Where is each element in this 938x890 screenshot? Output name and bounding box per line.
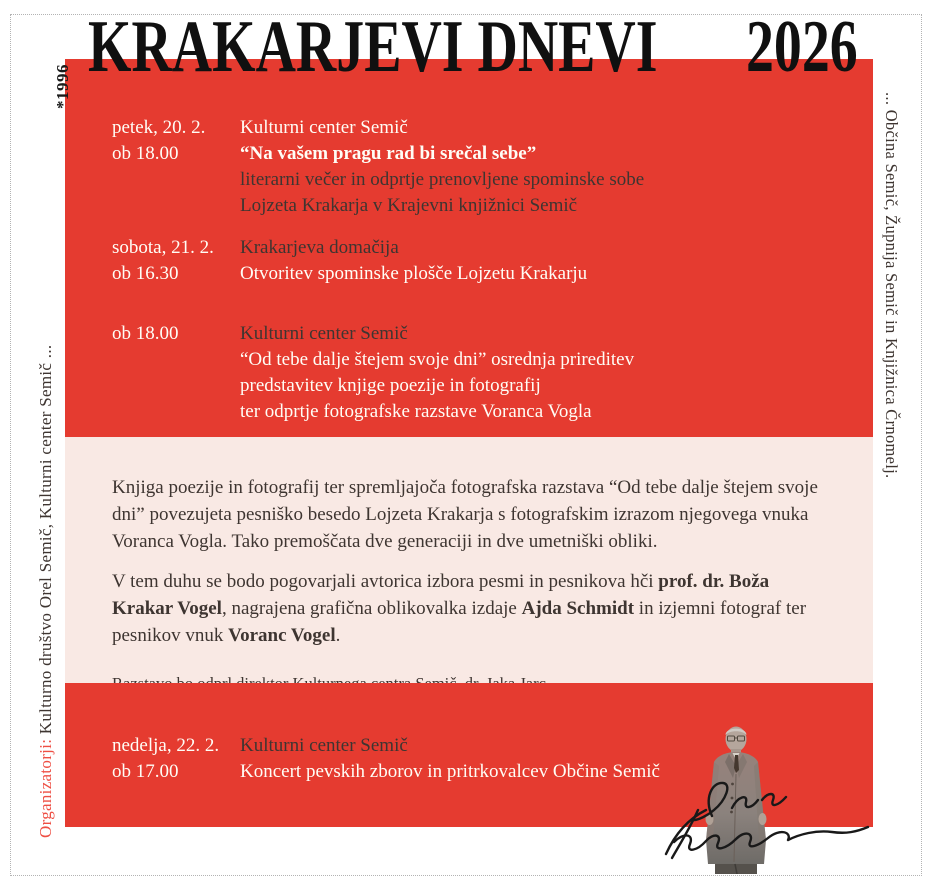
event-description: predstavitev knjige poezije in fotografij [240, 375, 541, 396]
event-venue: Kulturni center Semič [240, 735, 408, 756]
event-details [240, 115, 644, 219]
event-saturday-afternoon [112, 235, 587, 287]
event-venue: Kulturni center Semič [240, 323, 408, 344]
event-venue: Kulturni center Semič [240, 117, 408, 138]
about-text [65, 437, 873, 697]
signature-lojze-krakar [650, 770, 872, 862]
event-title: “Od tebe dalje štejem svoje dni” osrednja prireditev [240, 349, 635, 370]
person-name: prof. dr. Boža Krakar Vogel [112, 571, 770, 619]
about-text-segment: V tem duhu se bodo pogovarjali avtorica izbora pesmi in pesnikova hči [112, 571, 659, 592]
event-sunday [112, 733, 660, 785]
about-text-segment: , nagrajena grafična oblikovalka izdaje [221, 598, 522, 619]
event-title: “Na vašem pragu rad bi srečal sebe” [240, 143, 537, 164]
event-date: nedelja, 22. 2. [112, 735, 220, 756]
event-date: sobota, 21. 2. [112, 237, 214, 258]
event-friday [112, 115, 644, 219]
event-date-time [112, 115, 240, 219]
about-paragraph-1: Knjiga poezije in fotografij ter spremljajoča fotografska razstava “Od tebe dalje štejem svoje dni” povezujeta pesniško besedo Lojzeta Krakarja s fotografskim izrazom njegovega vnuka Voranca Vogla. Tako premoščata dve generaciji in dve umetniški obliki. [112, 477, 818, 552]
event-description: ter odprtje fotografske razstave Voranca Vogla [240, 401, 592, 422]
event-date-time [112, 733, 240, 785]
event-time: ob 17.00 [112, 761, 179, 782]
person-name: Voranc Vogel [228, 625, 336, 646]
event-details [240, 321, 634, 425]
event-date: petek, 20. 2. [112, 117, 206, 138]
event-details [240, 235, 587, 287]
event-description: Lojzeta Krakarja v Krajevni knjižnici Semič [240, 195, 578, 216]
event-time: ob 18.00 [112, 323, 179, 344]
title-year: 2026 [746, 6, 858, 89]
event-saturday-evening [112, 321, 634, 425]
about-text-segment: . [335, 625, 341, 646]
event-venue: Krakarjeva domačija [240, 237, 399, 258]
event-date-time [112, 235, 240, 287]
event-description: Otvoritev spominske plošče Lojzetu Krakarju [240, 263, 588, 284]
page-title: KRAKARJEVI DNEVI [88, 6, 658, 89]
about-text-segment: in izjemni fotograf ter pesnikov vnuk [112, 598, 807, 646]
event-date-time [112, 321, 240, 425]
event-description: literarni večer in odprtje prenovljene spominske sobe [240, 169, 645, 190]
founding-year-vertical: *1996 [53, 64, 72, 109]
event-description: Koncert pevskih zborov in pritrkovalcev Občine Semič [240, 761, 660, 782]
about-paragraph-2 [112, 568, 833, 649]
organizers-names: Kulturno društvo Orel Semič, Kulturni center Semič ... [36, 344, 55, 735]
event-time: ob 18.00 [112, 143, 179, 164]
person-name: Ajda Schmidt [521, 598, 635, 619]
supporters-vertical-text: ... Občina Semič, Župnija Semič in Knjižnica Črnomelj. [882, 92, 901, 479]
program-block-red [65, 59, 873, 437]
about-block [65, 437, 873, 683]
organizers-label: Organizatorji: [36, 734, 55, 838]
organizers-vertical-text [36, 246, 56, 838]
event-details [240, 733, 660, 785]
event-time: ob 16.30 [112, 263, 179, 284]
